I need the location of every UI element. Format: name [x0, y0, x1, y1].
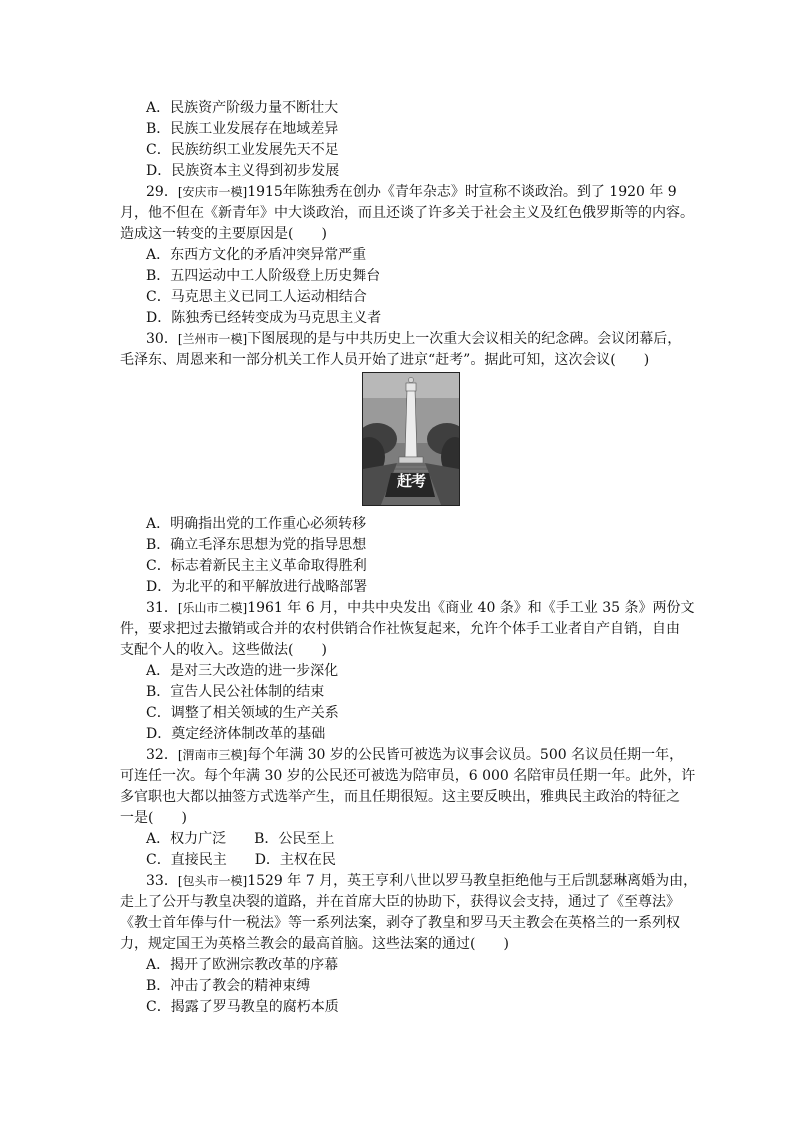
q28-option-c: C．民族纺织工业发展先天不足: [146, 142, 339, 158]
source-tag: [兰州市一模]: [177, 332, 248, 346]
q32-options-row2: C．直接民主 D．主权在民: [146, 852, 336, 868]
q31-stem-line2: 件，要求把过去撤销或合并的农村供销合作社恢复起来，允许个体手工业者自产自销，自由: [120, 621, 680, 637]
q32-stem-line3: 多官职也大都以抽签方式选举产生，而且任期很短。这主要反映出，雅典民主政治的特征之: [120, 789, 680, 805]
q31-option-a: A．是对三大改造的进一步深化: [146, 663, 339, 679]
q33-option-b: B．冲击了教会的精神束缚: [146, 978, 311, 994]
q29-option-b: B．五四运动中工人阶级登上历史舞台: [146, 268, 381, 284]
stem-text: 每个年满 30 岁的公民皆可被选为议事会议员。500 名议员任期一年，: [247, 747, 684, 763]
q28-option-b: B．民族工业发展存在地域差异: [146, 121, 339, 137]
q29-stem-line3: 造成这一转变的主要原因是( ): [120, 226, 327, 242]
q29-option-a: A．东西方文化的矛盾冲突异常严重: [146, 247, 367, 263]
stem-text: 1961 年 6 月，中共中央发出《商业 40 条》和《手工业 35 条》两份文: [247, 600, 695, 616]
q32-stem-line4: 一是( ): [120, 810, 187, 826]
q30-option-a: A．明确指出党的工作重心必须转移: [146, 516, 367, 532]
q31-option-b: B．宣告人民公社体制的结束: [146, 684, 325, 700]
q29-option-c: C．马克思主义已同工人运动相结合: [146, 289, 367, 305]
question-number: 29．: [146, 184, 178, 200]
source-tag: [乐山市二模]: [177, 601, 248, 615]
q30-stem-line1: [146, 329, 681, 349]
question-number: 32．: [146, 747, 178, 763]
source-tag: [安庆市一模]: [177, 185, 248, 199]
q33-stem-line2: 走上了公开与教皇决裂的道路，并在首席大臣的协助下，获得议会支持，通过了《至尊法》: [120, 894, 680, 910]
q32-stem-line2: 可连任一次。每个年满 30 岁的公民还可被选为陪审员，6 000 名陪审员任期一年。此外，许: [120, 768, 696, 784]
stem-text: 下图展现的是与中共历史上一次重大会议相关的纪念碑。会议闭幕后，: [247, 331, 682, 347]
q33-stem-line1: [146, 871, 697, 891]
q30-option-c: C．标志着新民主主义革命取得胜利: [146, 558, 367, 574]
q28-option-a: A．民族资产阶级力量不断壮大: [146, 100, 339, 116]
q29-option-d: D．陈独秀已经转变成为马克思主义者: [146, 310, 382, 326]
monument-photo: [362, 372, 460, 506]
monument-characters: 赶考: [396, 472, 425, 490]
q33-stem-line4: 力，规定国王为英格兰教会的最高首脑。这些法案的通过( ): [120, 936, 509, 952]
q30-option-d: D．为北平的和平解放进行战略部署: [146, 579, 368, 595]
question-number: 31．: [146, 600, 178, 616]
q31-stem-line3: 支配个人的收入。这些做法( ): [120, 642, 327, 658]
q28-option-d: D．民族资本主义得到初步发展: [146, 163, 340, 179]
q31-option-c: C．调整了相关领域的生产关系: [146, 705, 339, 721]
q32-stem-line1: [146, 745, 683, 765]
q29-stem-line2: 月，他不但在《新青年》中大谈政治，而且还谈了许多关于社会主义及红色俄罗斯等的内容。: [120, 205, 694, 221]
q33-option-c: C．揭露了罗马教皇的腐朽本质: [146, 999, 339, 1015]
q31-stem-line1: [146, 598, 695, 618]
q32-options-row1: A．权力广泛 B．公民至上: [146, 831, 335, 847]
q33-option-a: A．揭开了欧洲宗教改革的序幕: [146, 957, 339, 973]
source-tag: [渭南市三模]: [177, 748, 248, 762]
q33-stem-line3: 《教士首年俸与什一税法》等一系列法案，剥夺了教皇和罗马天主教会在英格兰的一系列权: [120, 915, 680, 931]
q31-option-d: D．奠定经济体制改革的基础: [146, 726, 326, 742]
q29-stem-line1: [146, 182, 677, 202]
question-number: 30．: [146, 331, 178, 347]
stem-text: 1915年陈独秀在创办《青年杂志》时宣称不谈政治。到了 1920 年 9: [247, 184, 677, 200]
question-number: 33．: [146, 873, 178, 889]
q30-option-b: B．确立毛泽东思想为党的指导思想: [146, 537, 367, 553]
q30-stem-line2: 毛泽东、周恩来和一部分机关工作人员开始了进京“赶考”。据此可知，这次会议( ): [120, 352, 650, 368]
source-tag: [包头市一模]: [177, 874, 248, 888]
stem-text: 1529 年 7 月，英王亨利八世以罗马教皇拒绝他与王后凯瑟琳离婚为由，: [247, 873, 698, 889]
